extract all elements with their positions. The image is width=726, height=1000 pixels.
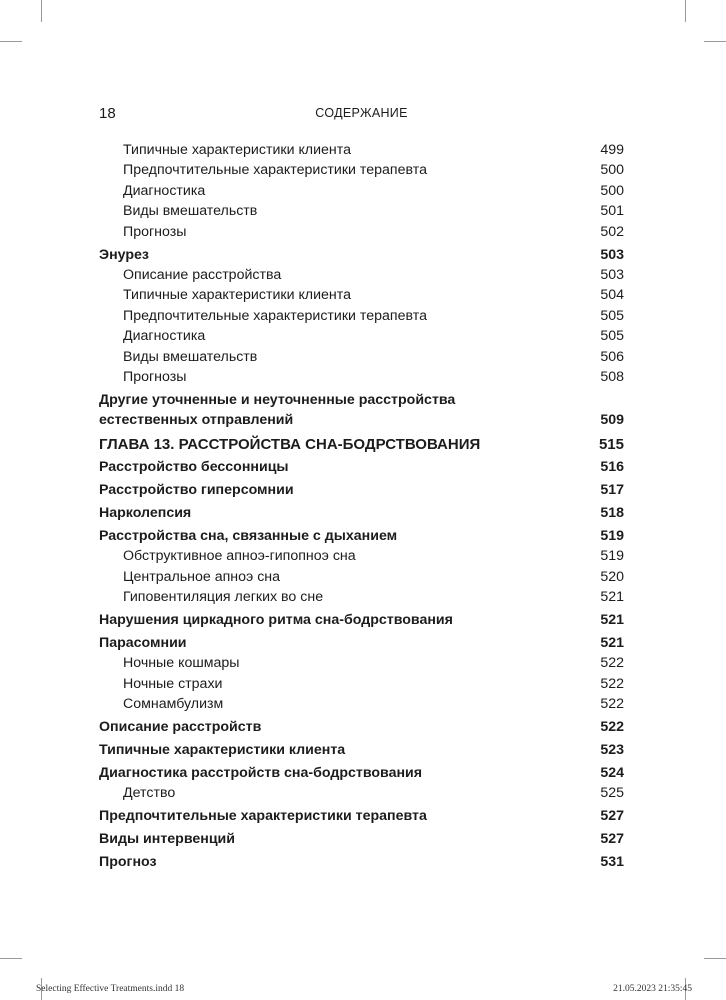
toc-entry-title: Детство [123, 785, 176, 802]
toc-entry-title: Виды вмешательств [123, 348, 258, 365]
toc-entry-page: 518 [600, 505, 624, 521]
toc-entry-title: Диагностика расстройств сна-бодрствования [99, 764, 423, 781]
toc-entry-title: Диагностика [123, 182, 206, 199]
toc-entry-page: 508 [600, 368, 624, 385]
toc-entry-page: 509 [600, 412, 624, 429]
toc-entry-title: Прогнозы [123, 223, 187, 240]
toc-entry-page: 521 [600, 612, 624, 629]
toc-entry-title: Описание расстройства [123, 266, 282, 283]
toc-entry-page: 505 [600, 307, 624, 324]
toc-entry-title: Предпочтительные характеристики терапевта [99, 808, 427, 825]
toc-entry [99, 546, 624, 566]
toc-entry-page: 519 [600, 527, 624, 544]
toc-entry-page: 502 [600, 223, 624, 240]
toc-entry-page: 515 [598, 435, 624, 453]
toc-entry [99, 503, 624, 523]
toc-entry-page: 503 [600, 246, 624, 263]
toc-entry-title: ГЛАВА 13. РАССТРОЙСТВА СНА-БОДРСТВОВАНИЯ [99, 435, 481, 453]
toc-entry-title: Предпочтительные характеристики терапевта [123, 307, 427, 324]
toc-entry-title: Расстройства сна, связанные с дыханием [99, 527, 398, 544]
toc-entry-page: 525 [600, 785, 624, 802]
toc-entry-page: 517 [600, 482, 624, 499]
toc-entry-title: Расстройство гиперсомнии [99, 482, 294, 499]
toc-entry-title: Виды вмешательств [123, 203, 258, 220]
toc-entry-title: Типичные характеристики клиента [99, 741, 346, 758]
toc-entry-page: 527 [600, 808, 624, 825]
toc-entry [99, 390, 624, 431]
crop-mark [704, 958, 726, 959]
toc-entry-title: Обструктивное апноэ-гипопноэ сна [123, 548, 356, 565]
toc-entry-title: Гиповентиляция легких во сне [123, 589, 324, 606]
toc-entry-page: 501 [600, 203, 624, 220]
file-slug: Selecting Effective Treatments.indd 18 [36, 984, 185, 994]
toc-entry-title: Ночные кошмары [123, 655, 240, 672]
toc-entry-page: 524 [600, 764, 624, 781]
toc-entry-page: 522 [600, 719, 624, 736]
toc-entry [99, 783, 624, 803]
page-header [99, 105, 624, 125]
toc-entry [99, 852, 624, 872]
toc-entry-title: Парасомнии [99, 634, 187, 651]
toc-entry [99, 587, 624, 607]
toc-entry-title: Типичные характеристики клиента [123, 287, 351, 304]
table-of-contents [99, 140, 624, 872]
crop-mark [704, 41, 726, 42]
toc-entry-title: Прогнозы [123, 368, 187, 385]
toc-entry [99, 434, 624, 455]
toc-entry-title: Энурез [99, 246, 149, 263]
toc-entry [99, 367, 624, 387]
toc-entry-page: 500 [600, 162, 624, 179]
toc-entry [99, 740, 624, 760]
crop-mark [685, 0, 686, 22]
toc-entry [99, 265, 624, 285]
toc-entry [99, 633, 624, 653]
toc-entry-title: Расстройство бессонницы [99, 459, 289, 476]
running-title: СОДЕРЖАНИЕ [315, 106, 408, 120]
toc-entry [99, 717, 624, 737]
toc-entry-title: Виды интервенций [99, 831, 235, 848]
toc-entry [99, 694, 624, 714]
toc-entry [99, 829, 624, 849]
toc-entry [99, 457, 624, 477]
toc-entry [99, 610, 624, 630]
toc-entry [99, 480, 624, 500]
page-number: 18 [99, 105, 116, 122]
toc-entry [99, 181, 624, 201]
toc-entry-page: 520 [600, 568, 624, 585]
toc-entry-page: 522 [600, 655, 624, 672]
toc-entry-page: 531 [600, 854, 624, 870]
toc-entry-title: Центральное апноэ сна [123, 568, 281, 585]
toc-entry [99, 653, 624, 673]
toc-entry-page: 527 [600, 831, 624, 848]
toc-entry-page: 521 [600, 634, 624, 651]
print-timestamp: 21.05.2023 21:35:45 [613, 984, 692, 994]
toc-entry [99, 160, 624, 180]
toc-entry [99, 245, 624, 265]
toc-entry [99, 674, 624, 694]
toc-entry-page: 499 [600, 142, 624, 158]
toc-entry [99, 285, 624, 305]
toc-entry-page: 521 [600, 589, 624, 606]
toc-entry-title: Другие уточненные и неуточненные расстройства естественных отправлений [99, 391, 456, 429]
toc-entry-title: Типичные характеристики клиента [123, 142, 351, 158]
crop-mark [0, 41, 22, 42]
toc-entry [99, 806, 624, 826]
toc-entry [99, 326, 624, 346]
toc-entry-title: Нарушения циркадного ритма сна-бодрствования [99, 612, 453, 629]
toc-entry-page: 504 [600, 287, 624, 304]
crop-mark [0, 958, 22, 959]
toc-entry-page: 500 [600, 182, 624, 199]
toc-entry-title: Описание расстройств [99, 719, 262, 736]
toc-entry [99, 201, 624, 221]
toc-entry-title: Прогноз [99, 854, 157, 870]
toc-entry-page: 522 [600, 696, 624, 713]
toc-entry-title: Диагностика [123, 328, 206, 345]
toc-entry [99, 347, 624, 367]
toc-entry [99, 222, 624, 242]
toc-entry-title: Предпочтительные характеристики терапевта [123, 162, 427, 179]
toc-entry-page: 503 [600, 266, 624, 283]
toc-entry-page: 516 [600, 459, 624, 476]
toc-entry-title: Нарколепсия [99, 505, 192, 521]
toc-entry-title: Ночные страхи [123, 675, 223, 692]
toc-entry [99, 567, 624, 587]
toc-entry-page: 519 [600, 548, 624, 565]
crop-mark [41, 0, 42, 22]
toc-entry-page: 523 [600, 741, 624, 758]
toc-entry-title: Сомнамбулизм [123, 696, 224, 713]
toc-entry-page: 506 [600, 348, 624, 365]
toc-entry [99, 763, 624, 783]
toc-entry-page: 505 [600, 328, 624, 345]
toc-entry [99, 526, 624, 546]
toc-entry-page: 522 [600, 675, 624, 692]
toc-entry [99, 306, 624, 326]
toc-entry [99, 140, 624, 160]
